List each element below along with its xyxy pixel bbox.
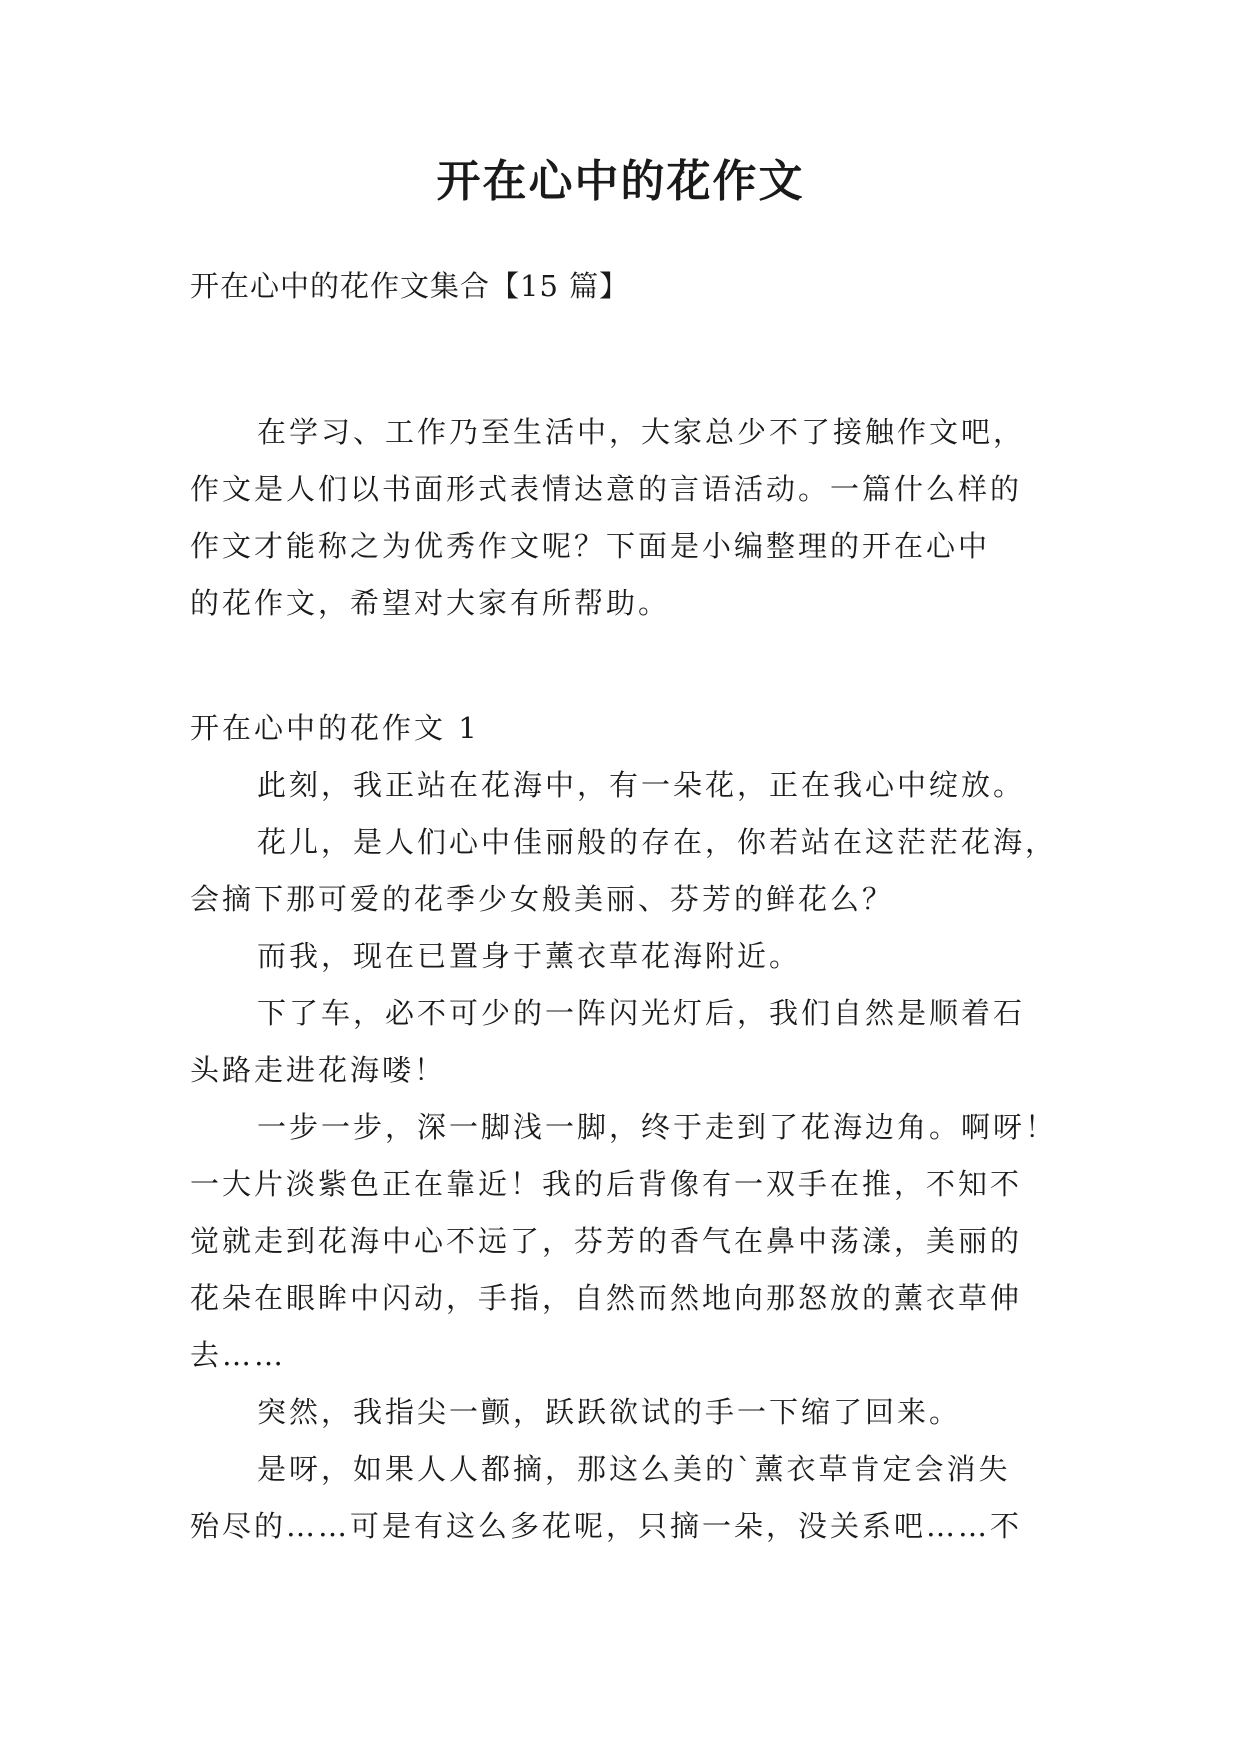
essay-line: 此刻，我正站在花海中，有一朵花，正在我心中绽放。 [257, 768, 1026, 802]
essay-line: 花朵在眼眸中闪动，手指，自然而然地向那怒放的薰衣草伸 [190, 1281, 1023, 1315]
intro-line: 作文才能称之为优秀作文呢？下面是小编整理的开在心中 [190, 529, 991, 563]
essay-line: 殆尽的……可是有这么多花呢，只摘一朵，没关系吧……不 [190, 1509, 1023, 1543]
document-subtitle: 开在心中的花作文集合【15 篇】 [190, 269, 630, 303]
essay-line: 一步一步，深一脚浅一脚，终于走到了花海边角。啊呀！ [257, 1110, 1058, 1144]
intro-line: 作文是人们以书面形式表情达意的言语活动。一篇什么样的 [190, 472, 1023, 506]
essay-line: 下了车，必不可少的一阵闪光灯后，我们自然是顺着石 [257, 996, 1026, 1030]
document-title: 开在心中的花作文 [436, 156, 805, 207]
essay-line: 花儿，是人们心中佳丽般的存在，你若站在这茫茫花海， [257, 825, 1058, 859]
essay-line: 而我，现在已置身于薰衣草花海附近。 [257, 939, 802, 973]
essay-section [190, 700, 1060, 1555]
essay-line: 突然，我指尖一颤，跃跃欲试的手一下缩了回来。 [257, 1395, 962, 1429]
intro-line: 的花作文，希望对大家有所帮助。 [190, 586, 671, 620]
essay-heading: 开在心中的花作文 1 [190, 711, 480, 745]
intro-line: 在学习、工作乃至生活中，大家总少不了接触作文吧， [257, 415, 1026, 449]
essay-line: 会摘下那可爱的花季少女般美丽、芬芳的鲜花么？ [190, 882, 895, 916]
essay-line: 觉就走到花海中心不远了，芬芳的香气在鼻中荡漾，美丽的 [190, 1224, 1023, 1258]
intro-paragraph [190, 404, 1060, 632]
essay-line: 一大片淡紫色正在靠近！我的后背像有一双手在推，不知不 [190, 1167, 1023, 1201]
essay-line: 是呀，如果人人都摘，那这么美的`薰衣草肯定会消失 [257, 1452, 1011, 1486]
essay-line: 头路走进花海喽！ [190, 1053, 447, 1087]
essay-line: 去…… [190, 1338, 287, 1372]
